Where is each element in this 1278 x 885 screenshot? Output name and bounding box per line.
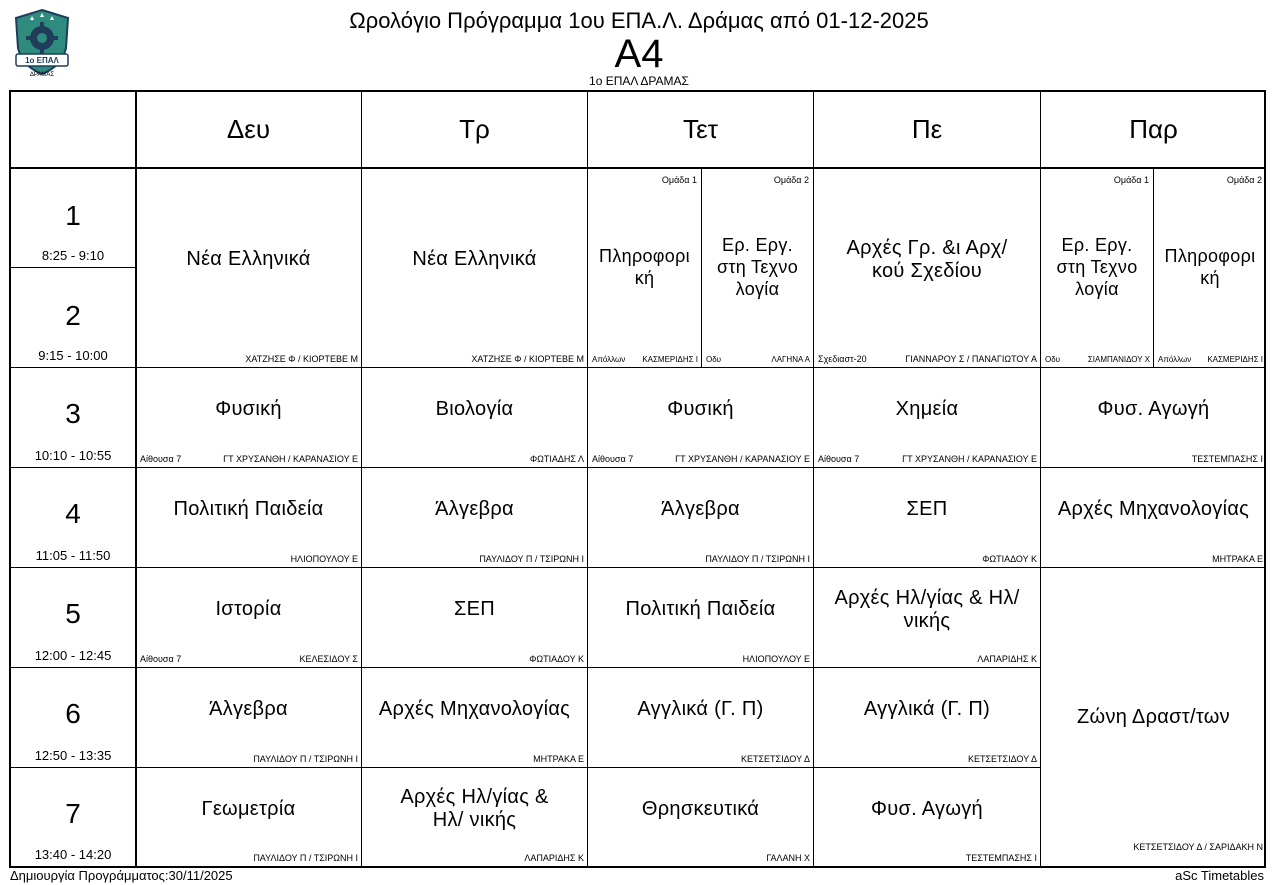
lesson-subject: Αρχές Μηχανολογίας — [378, 698, 571, 720]
header-divider — [11, 167, 1264, 169]
period-time: 11:05 - 11:50 — [35, 548, 111, 563]
lesson-teacher: ΦΩΤΙΑΔΗΣ Λ — [530, 454, 584, 464]
lesson-teacher: ΣΙΑΜΠΑΝΙΔΟΥ Χ — [1087, 355, 1150, 364]
lesson-subject: Αρχές Μηχανολογίας — [1057, 498, 1250, 520]
lesson-teacher: ΚΕΛΕΣΙΔΟΥ Σ — [299, 654, 358, 664]
period-time: 9:15 - 10:00 — [38, 348, 108, 363]
lesson-teacher: ΚΑΣΜΕΡΙΔΗΣ Ι — [642, 355, 698, 364]
lesson-tue-6 — [362, 668, 588, 768]
lesson-teacher: ΓΙΑΝΝΑΡΟΥ Σ / ΠΑΝΑΓΙΩΤΟΥ Α — [905, 354, 1037, 364]
lesson-tue-4 — [362, 468, 588, 568]
lesson-thu-7 — [814, 768, 1041, 866]
lesson-fri-3 — [1041, 368, 1266, 468]
lesson-room: Απόλλων — [1158, 355, 1192, 364]
day-header-mon: Δευ — [136, 92, 362, 168]
class-name: Α4 — [614, 32, 664, 76]
period-number: 5 — [65, 598, 81, 629]
day-header-tue: Τρ — [362, 92, 588, 168]
lesson-subject: Φυσική — [667, 398, 734, 420]
logo-subtext: ΔΡΑΜΑΣ — [29, 72, 55, 78]
period-column-divider — [135, 92, 137, 866]
lesson-thu-4 — [814, 468, 1041, 568]
lesson-thu-5 — [814, 568, 1041, 668]
footer-created-date: Δημιουργία Προγράμματος:30/11/2025 — [10, 868, 233, 883]
lesson-thu-1-2 — [814, 168, 1041, 368]
lesson-teacher: ΜΗΤΡΑΚΑ Ε — [533, 754, 584, 764]
lesson-room: Αίθουσα 7 — [592, 454, 634, 464]
lesson-room: Αίθουσα 7 — [140, 454, 182, 464]
lesson-subject: Φυσική — [215, 398, 282, 420]
lesson-teacher: ΛΑΠΑΡΙΔΗΣ Κ — [977, 654, 1037, 664]
lesson-teacher: ΧΑΤΖΗΣΕ Φ / ΚΙΟΡΤΕΒΕ Μ — [471, 354, 584, 364]
lesson-teacher: ΚΕΤΣΕΤΣΙΔΟΥ Δ — [740, 754, 810, 764]
lesson-subject: Φυσ. Αγωγή — [871, 797, 983, 820]
lesson-mon-3 — [136, 368, 362, 468]
lesson-teacher: ΓΤ ΧΡΥΣΑΝΘΗ / ΚΑΡΑΝΑΣΙΟΥ Ε — [902, 454, 1037, 464]
lesson-teacher: ΓΤ ΧΡΥΣΑΝΘΗ / ΚΑΡΑΝΑΣΙΟΥ Ε — [223, 454, 358, 464]
lesson-fri-5-7 — [1041, 568, 1266, 866]
day-header-thu: Πε — [814, 92, 1041, 168]
lesson-mon-1-2 — [136, 168, 362, 368]
lesson-room: Αίθουσα 7 — [818, 454, 860, 464]
period-number: 3 — [65, 398, 81, 429]
lesson-subject: Άλγεβρα — [435, 498, 514, 520]
lesson-subject: Φυσ. Αγωγή — [1097, 398, 1210, 420]
lesson-subject: Πληροφορι κή — [599, 245, 690, 288]
lesson-mon-7 — [136, 768, 362, 866]
lesson-mon-4 — [136, 468, 362, 568]
lesson-teacher: ΠΑΥΛΙΔΟΥ Π / ΤΣΙΡΩΝΗ Ι — [479, 554, 584, 564]
lesson-subject: Ερ. Εργ. στη Τεχνο λογία — [716, 234, 799, 299]
lesson-teacher: ΛΑΠΑΡΙΔΗΣ Κ — [524, 853, 584, 863]
period-time: 13:40 - 14:20 — [34, 847, 112, 862]
period-number: 6 — [65, 698, 81, 729]
school-name: 1ο ΕΠΑΛ ΔΡΑΜΑΣ — [589, 74, 689, 88]
lesson-tue-3 — [362, 368, 588, 468]
lesson-wed-6 — [588, 668, 814, 768]
lesson-subject: Χημεία — [895, 398, 959, 420]
day-header-wed: Τετ — [588, 92, 814, 168]
lesson-subject: Άλγεβρα — [661, 498, 740, 520]
lesson-subject: Βιολογία — [435, 398, 514, 420]
period-1 — [11, 168, 136, 268]
period-6 — [11, 668, 136, 768]
lesson-teacher: ΜΗΤΡΑΚΑ Ε — [1212, 554, 1263, 564]
lesson-room: Αίθουσα 7 — [140, 654, 182, 664]
lesson-wed-7 — [588, 768, 814, 866]
lesson-subject: Ερ. Εργ. στη Τεχνο λογία — [1056, 234, 1138, 299]
lesson-teacher: ΠΑΥΛΙΔΟΥ Π / ΤΣΙΡΩΝΗ Ι — [253, 853, 358, 863]
lesson-subject: Θρησκευτικά — [641, 797, 760, 820]
logo-text: 1ο ΕΠΑΛ — [25, 56, 59, 65]
period-time: 10:10 - 10:55 — [34, 448, 112, 463]
lesson-fri-1-2-group1 — [1041, 168, 1154, 368]
period-time: 12:50 - 13:35 — [34, 748, 112, 763]
lesson-teacher: ΠΑΥΛΙΔΟΥ Π / ΤΣΙΡΩΝΗ Ι — [253, 754, 358, 764]
lesson-wed-1-2-group1 — [588, 168, 702, 368]
period-3 — [11, 368, 136, 468]
timetable-grid — [9, 90, 1266, 868]
lesson-tue-1-2 — [362, 168, 588, 368]
lesson-teacher: ΓΑΛΑΝΗ Χ — [766, 853, 810, 863]
period-4 — [11, 468, 136, 568]
lesson-subject: Πολιτική Παιδεία — [625, 598, 776, 620]
group-label: Ομάδα 2 — [1226, 175, 1262, 185]
period-time: 12:00 - 12:45 — [34, 648, 112, 663]
page-title: Ωρολόγιο Πρόγραμμα 1ου ΕΠΑ.Λ. Δράμας από 01-12-2025 — [349, 8, 929, 33]
period-7 — [11, 768, 136, 866]
lesson-teacher: ΗΛΙΟΠΟΥΛΟΥ Ε — [742, 654, 810, 664]
lesson-room: Σχεδιαστ-20 — [818, 354, 867, 364]
lesson-wed-1-2-group2 — [702, 168, 814, 368]
lesson-teacher: ΤΕΣΤΕΜΠΑΣΗΣ Ι — [1191, 454, 1263, 464]
lesson-wed-4 — [588, 468, 814, 568]
lesson-room: Απόλλων — [592, 355, 626, 364]
lesson-fri-4 — [1041, 468, 1266, 568]
corner-cell — [11, 92, 136, 168]
group-label: Ομάδα 1 — [661, 175, 697, 185]
lesson-teacher: ΦΩΤΙΑΔΟΥ Κ — [982, 554, 1037, 564]
lesson-subject: Πολιτική Παιδεία — [173, 498, 324, 520]
lesson-subject: Νέα Ελληνικά — [412, 248, 537, 270]
period-number: 4 — [65, 498, 81, 529]
lesson-wed-5 — [588, 568, 814, 668]
lesson-subject: Άλγεβρα — [209, 698, 288, 720]
period-number: 2 — [65, 300, 81, 331]
lesson-wed-3 — [588, 368, 814, 468]
period-5 — [11, 568, 136, 668]
period-2 — [11, 268, 136, 368]
lesson-teacher: ΛΑΓΗΝΑ Α — [771, 355, 810, 364]
lesson-subject: Αγγλικά (Γ. Π) — [863, 698, 991, 720]
lesson-mon-6 — [136, 668, 362, 768]
lesson-thu-6 — [814, 668, 1041, 768]
footer-software: aSc Timetables — [1175, 868, 1264, 883]
lesson-subject: Αγγλικά (Γ. Π) — [637, 698, 764, 720]
lesson-subject: Γεωμετρία — [201, 797, 296, 820]
lesson-subject: Ιστορία — [215, 598, 282, 620]
lesson-teacher: ΓΤ ΧΡΥΣΑΝΘΗ / ΚΑΡΑΝΑΣΙΟΥ Ε — [675, 454, 810, 464]
day-header-fri: Παρ — [1041, 92, 1266, 168]
lesson-subject: Νέα Ελληνικά — [186, 248, 311, 270]
period-number: 1 — [65, 200, 81, 231]
lesson-teacher: ΦΩΤΙΑΔΟΥ Κ — [529, 654, 584, 664]
lesson-teacher: ΠΑΥΛΙΔΟΥ Π / ΤΣΙΡΩΝΗ Ι — [705, 554, 810, 564]
lesson-teacher: ΗΛΙΟΠΟΥΛΟΥ Ε — [290, 554, 358, 564]
lesson-room: Οδυ — [1045, 355, 1061, 364]
lesson-subject: ΣΕΠ — [453, 598, 496, 620]
period-time: 8:25 - 9:10 — [41, 248, 105, 263]
lesson-tue-7 — [362, 768, 588, 866]
lesson-subject: Αρχές Ηλ/γίας & Ηλ/ νικής — [834, 586, 1020, 632]
lesson-teacher: ΚΑΣΜΕΡΙΔΗΣ Ι — [1207, 355, 1263, 364]
lesson-subject: Ζώνη Δραστ/των — [1077, 705, 1230, 728]
lesson-teacher: ΤΕΣΤΕΜΠΑΣΗΣ Ι — [965, 853, 1037, 863]
lesson-fri-1-2-group2 — [1154, 168, 1266, 368]
lesson-thu-3 — [814, 368, 1041, 468]
lesson-mon-5 — [136, 568, 362, 668]
group-label: Ομάδα 2 — [773, 175, 809, 185]
lesson-subject: Πληροφορι κή — [1164, 245, 1256, 288]
period-number: 7 — [65, 798, 81, 829]
lesson-subject: Αρχές Γρ. &ι Αρχ/ κού Σχεδίου — [846, 236, 1008, 282]
lesson-tue-5 — [362, 568, 588, 668]
lesson-subject: ΣΕΠ — [906, 498, 948, 520]
lesson-room: Οδυ — [706, 355, 722, 364]
group-label: Ομάδα 1 — [1113, 175, 1149, 185]
lesson-teacher: ΧΑΤΖΗΣΕ Φ / ΚΙΟΡΤΕΒΕ Μ — [245, 354, 358, 364]
lesson-teacher: ΚΕΤΣΕΤΣΙΔΟΥ Δ — [967, 754, 1037, 764]
lesson-teacher: ΚΕΤΣΕΤΣΙΔΟΥ Δ / ΣΑΡΙΔΑΚΗ Ν — [1133, 842, 1263, 852]
lesson-subject: Αρχές Ηλ/γίας & Ηλ/ νικής — [400, 786, 549, 831]
